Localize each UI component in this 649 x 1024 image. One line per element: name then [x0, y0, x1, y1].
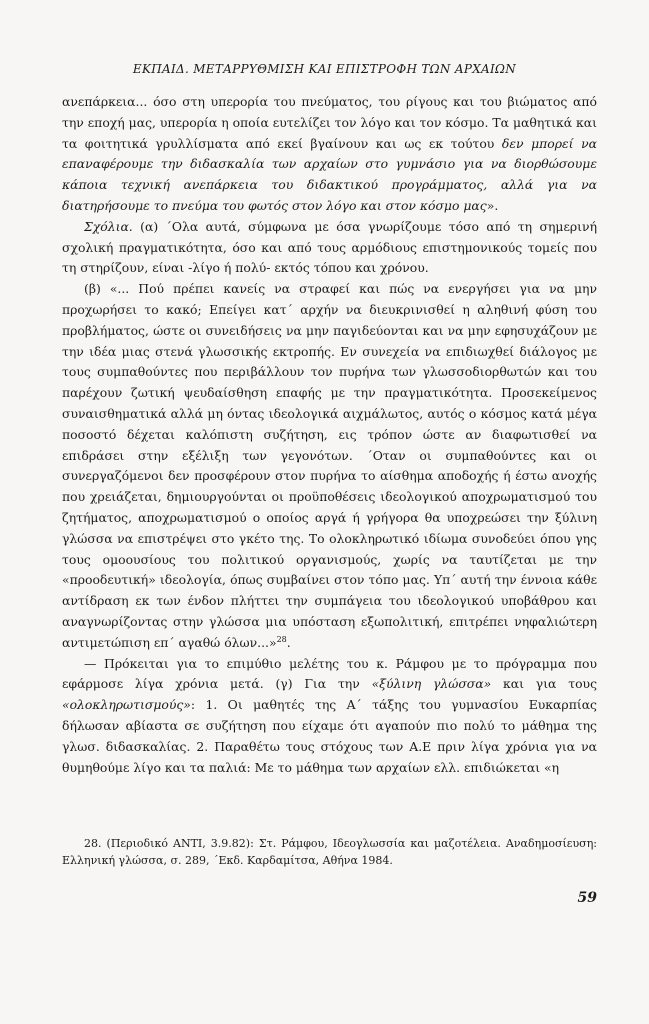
body-text [62, 92, 597, 778]
paragraph-1-end: ». [486, 197, 499, 213]
paragraph-3: (β) «... Πού πρέπει κανείς να στραφεί και πώς να ενεργήσει για να μην προχωρήσει το κακό; Επείγει κατ΄ αρχήν να διευκρινισθεί η αληθινή φύση του προβλήματος, ώστε οι συνειδήσεις να μην παγιδεύονται και να μην εφησυχάζουν με την ιδέα μιας στενά γλωσσικής εκτροπής. Εν συνεχεία να επιδιωχθεί διάλογος με τους συμπαθούντες που περιβάλλουν τον πυρήνα των γλωσσοδιορθωτών και του παρέχουν ζωτική ψευδαίσθηση επαφής με την πραγματικότητα. Προσεκείμενος συναισθηματικά αλλά μη όντας ιδεολογικά αιχμάλωτος, αυτός ο κόσμος κατά μέγα ποσοστό δέχεται καλόπιστη συζήτηση, εις τρόπον ώστε αν διαφωτισθεί να επιδράσει στην εξέλιξη των γεγονότων. ΄Οταν οι συμπαθούντες και οι συνεργαζόμενοι δεν προσφέρουν στον πυρήνα το αίσθημα αποδοχής ή έστω ανοχής που χρειάζεται, δημιουργούνται οι προϋποθέσεις ιδεολογικού αποχρωματισμού του ζητήματος, αποχρωματισμού ο οποίος αργά ή γρήγορα θα υποχρεώσει την ξύλινη γλώσσα να επιστρέψει στο γκέτο της. Το ολοκληρωτικό ιδίωμα συνοδεύει όπου γης τους ομοουσίους του πολιτικού οργανισμούς, χωρίς να ταυτίζεται με την «προοδευτική» ιδεολογία, όπως συμβαίνει στον τόπο μας. Υπ΄ αυτή την έννοια κάθε αντίδραση εκ των ένδον πλήττει την συμπάγεια του ιδεολογικού υποβάθρου και αναγνωρίζοντας στην γλώσσα μια υπόσταση εξωπολιτική, επιτρέπει νηφαλιώτερη αντιμετώπιση επ΄ αγαθώ όλων...»$^{28}$. [62, 281, 597, 650]
paragraph-3-text: (β) «... Πού πρέπει κανείς να στραφεί και πώς να ενεργήσει για να μην προχωρήσει το κακό; Επείγει κατ΄ αρχήν να διευκρινισθεί η αληθινή φύση του προβλήματος, ώστε οι συνειδήσεις να μην παγιδεύονται και να μην εφησυχάζουν με την ιδέα μιας στενά γλωσσικής εκτροπής. Εν συνεχεία να επιδιωχθεί διάλογος με τους συμπαθούντες που περιβάλλουν τον πυρήνα των γλωσσοδιορθωτών και του παρέχουν ζωτική ψευδαίσθηση επαφής με την πραγματικότητα. Προσεκείμενος συναισθηματικά αλλά μη όντας ιδεολογικά αιχμάλωτος, αυτός ο κόσμος κατά μέγα ποσοστό δέχεται καλόπιστη συζήτηση, εις τρόπον ώστε αν διαφωτισθεί να επιδράσει στην εξέλιξη των γεγονότων. ΄Οταν οι συμπαθούντες και οι συνεργαζόμενοι δεν προσφέρουν στον πυρήνα το αίσθημα αποδοχής ή έστω ανοχής που χρειάζεται, δημιουργούνται οι προϋποθέσεις ιδεολογικού αποχρωματισμού του ζητήματος, αποχρωματισμού ο οποίος αργά ή γρήγορα θα υποχρεώσει την ξύλινη γλώσσα να επιστρέψει στο γκέτο της. Το ολοκληρωτικό ιδίωμα συνοδεύει όπου γης τους ομοουσίους του πολιτικού οργανισμούς, χωρίς να ταυτίζεται με την «προοδευτική» ιδεολογία, όπως συμβαίνει στον τόπο μας. Υπ΄ αυτή την έννοια κάθε αντίδραση εκ των ένδον πλήττει την συμπάγεια του ιδεολογικού υποβάθρου και αναγνωρίζοντας στην γλώσσα μια υπόσταση εξωπολιτική, επιτρέπει νηφαλιώτερη αντιμετώπιση επ΄ αγαθώ όλων...» [62, 281, 597, 650]
totalitarianisms-phrase: «ολοκληρωτισμούς» [62, 697, 191, 713]
paragraph-4 [62, 654, 597, 779]
paragraph-4-connector: και για τους [491, 676, 598, 692]
wooden-language-phrase: «ξύλινη γλώσσα» [371, 676, 492, 692]
paragraph-2-text: (α) ΄Ολα αυτά, σύμφωνα με όσα γνωρίζουμε τόσο από τη σημερινή σχολική πραγματικότητα, όσο και από τους αρμόδιους επιστημονικούς τομείς που τη στηρίζουν, είναι -λίγο ή πολύ- εκτός τόπου και χρόνου. [62, 218, 597, 276]
running-head: ΕΚΠΑΙΔ. ΜΕΤΑΡΡΥΘΜΙΣΗ ΚΑΙ ΕΠΙΣΤΡΟΦΗ ΤΩΝ ΑΡΧΑΙΩΝ [132, 62, 517, 76]
paragraph-1 [62, 92, 597, 217]
comments-label: Σχόλια. [84, 218, 133, 234]
paragraph-1-italic-quote: δεν μπορεί να επαναφέρουμε την διδασκαλία των αρχαίων στο γυμνάσιο για να διορθώσουμε κάποια τεχνική ανεπάρκεια του διδακτικού προγράμματος, αλλά για να διατηρήσουμε το πνεύμα του φωτός στον λόγο και στον κόσμο μας [62, 135, 597, 213]
footnote-reference: 28 [276, 634, 287, 644]
paragraph-2 [62, 217, 597, 279]
footnote-text: 28. (Περιοδικό ΑΝΤΙ, 3.9.82): Στ. Ράμφου, Ιδεογλωσσία και μαζοτέλεια. Αναδημοσίευση: Ελληνική γλώσσα, σ. 289, ΄Εκδ. Καρδαμίτσα, Αθήνα 1984. [62, 837, 597, 867]
footnote [62, 835, 597, 869]
paragraph-4-rest: : 1. Οι μαθητές της Α΄ τάξης του γυμνασίου Ευκαρπίας δήλωσαν αβίαστα σε συζήτηση που είχαμε ότι αγαπούν πιο πολύ το μάθημα της γλωσ. διδασκαλίας. 2. Παραθέτω τους στόχους των Α.Ε πριν λίγα χρόνια για να θυμηθούμε λίγο και τα παλιά: Με το μάθημα των αρχαίων ελλ. επιδιώκεται «η [62, 697, 597, 775]
page-number: 59 [577, 890, 597, 906]
paragraph-1-text: ανεπάρκεια... όσο στη υπερορία του πνεύματος, του ρίγους και του βιώματος από την εποχή μας, υπερορία η οποία ευτελίζει τον λόγο και τον κόσμο. Τα μαθητικά και τα φοιτητικά γρυλλίσματα από εκεί βγαίνουν και ως εκ τούτου [62, 94, 597, 151]
paragraph-4-text: — Πρόκειται για το επιμύθιο μελέτης του κ. Ράμφου με το πρόγραμμα που εφάρμοσε λίγα χρόνια μετά. (γ) Για την [62, 655, 597, 692]
